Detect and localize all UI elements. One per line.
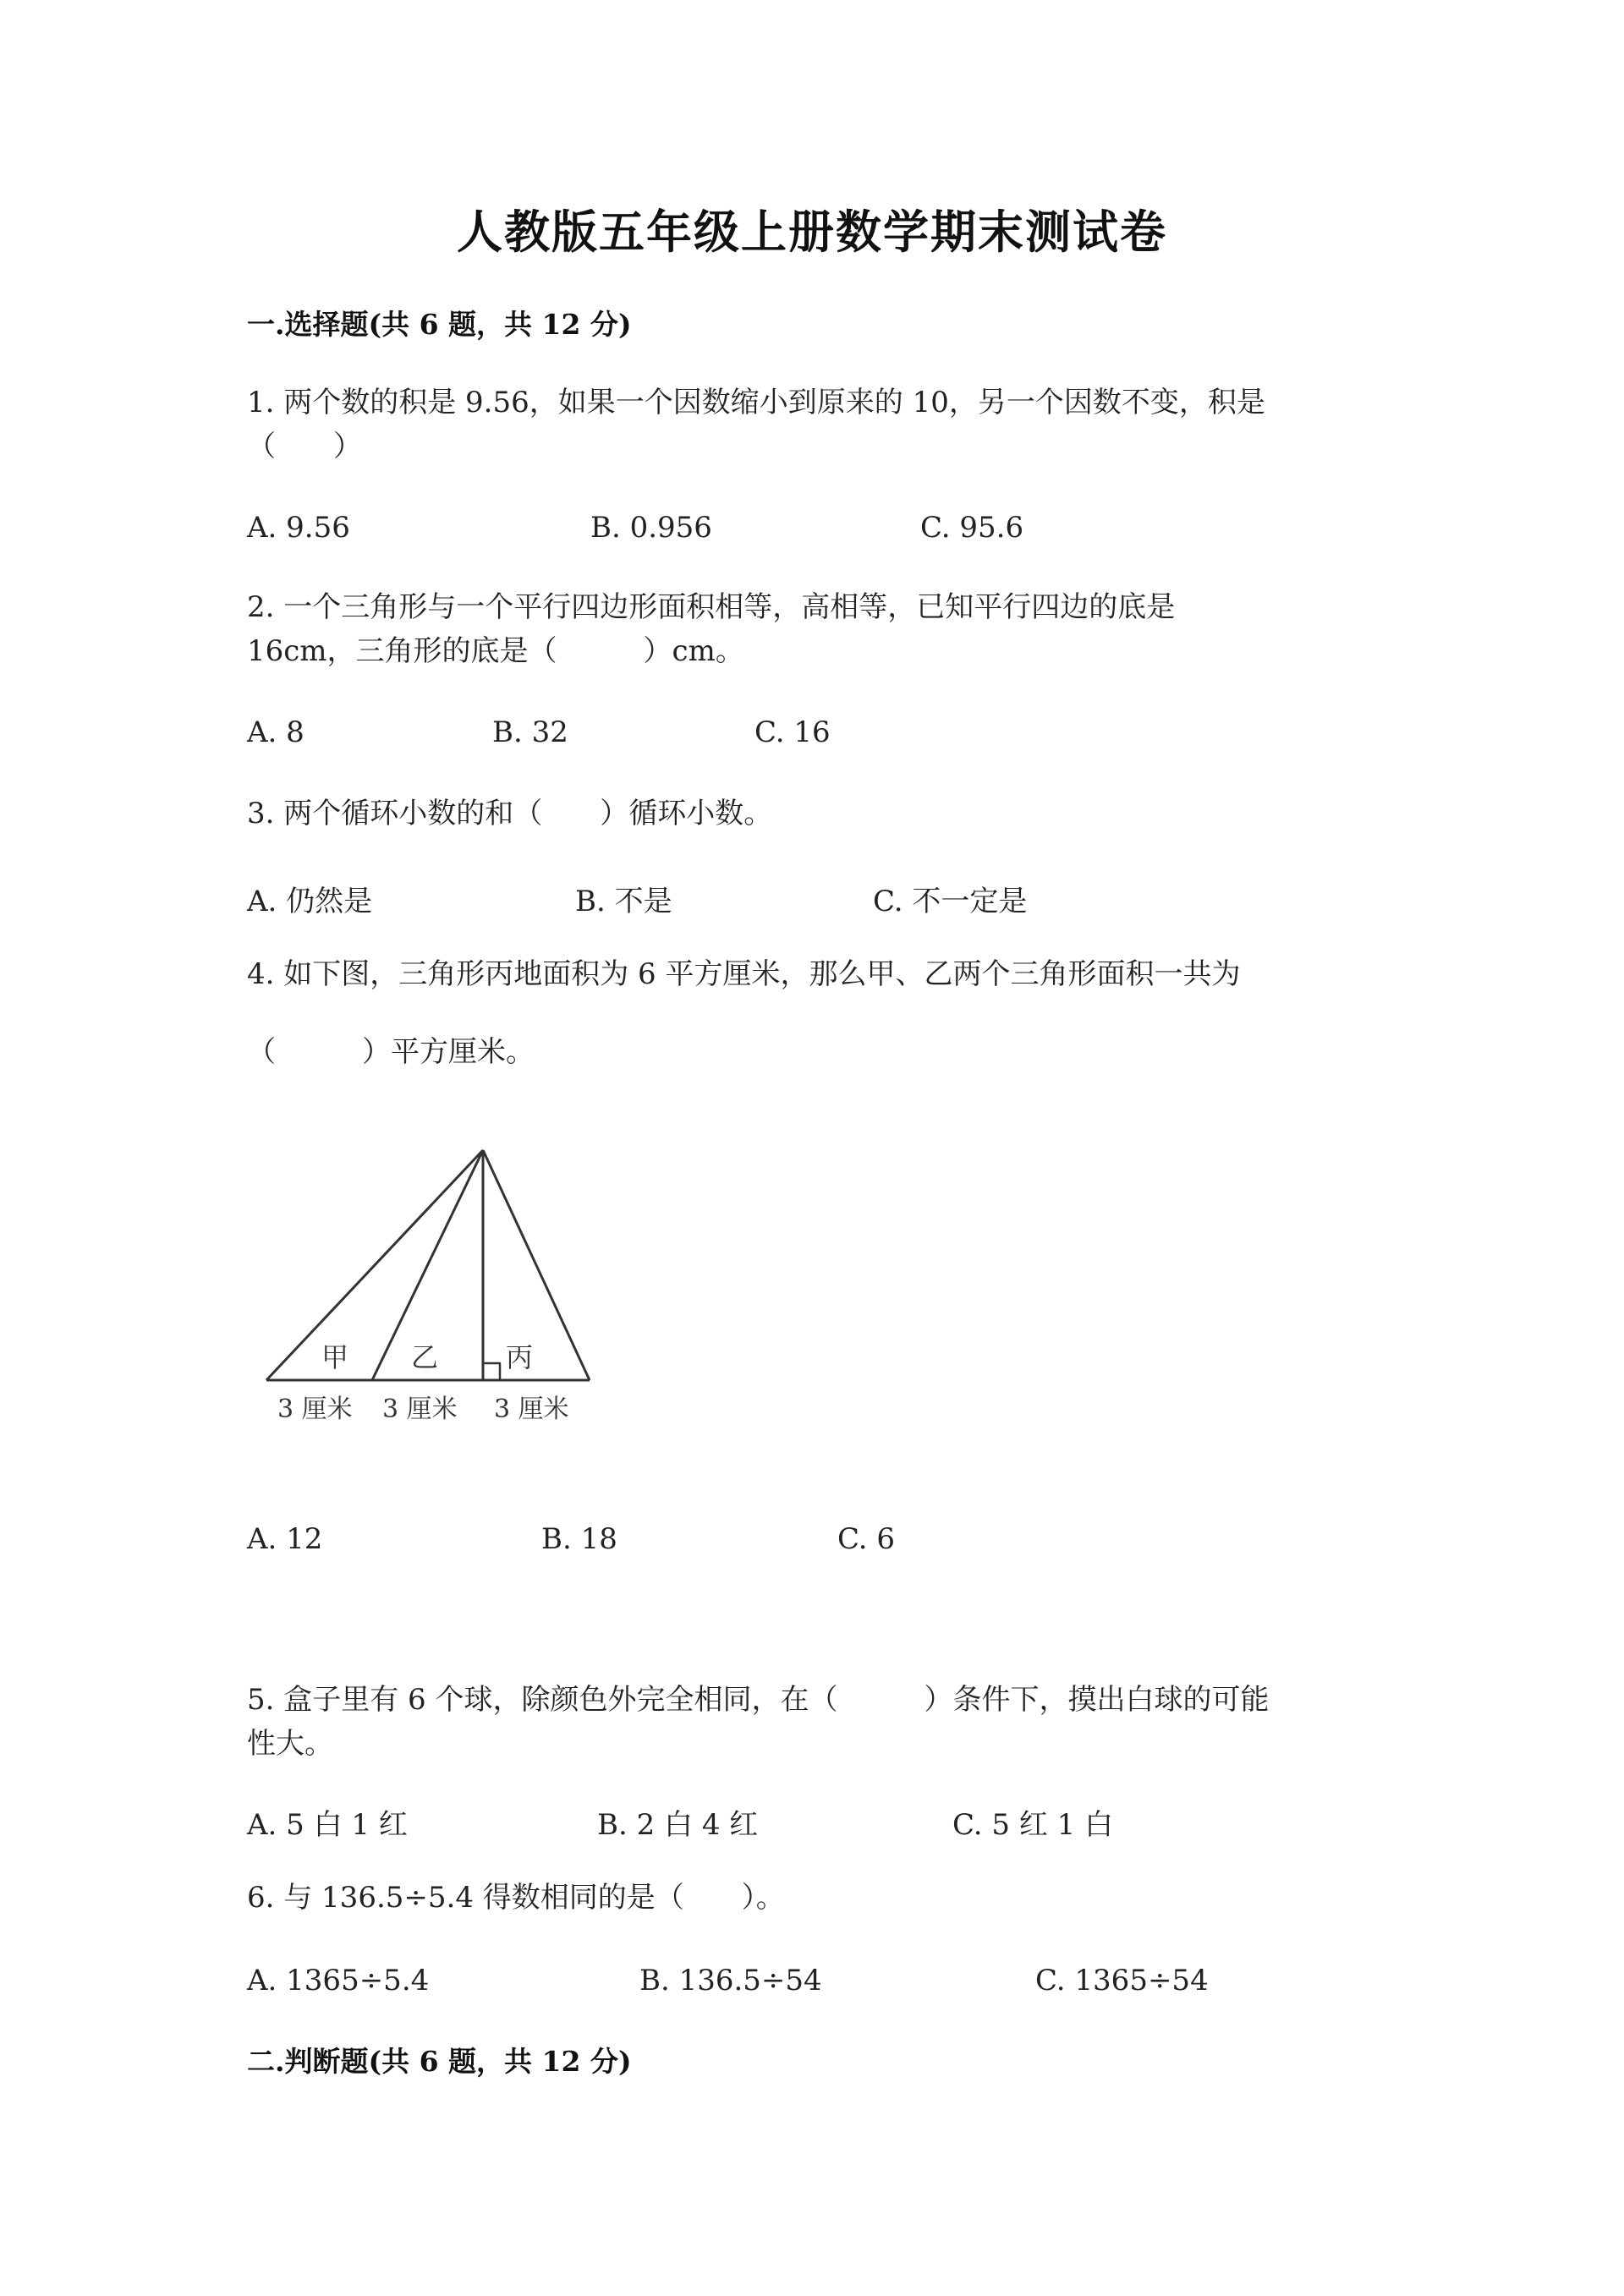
base-label-1: 3 厘米 — [277, 1395, 353, 1424]
question-5-text-cont: 性大。 — [247, 1727, 333, 1761]
region-label-jia: 甲 — [321, 1341, 349, 1373]
section-heading-2: 二.判断题(共 6 题，共 12 分) — [247, 2045, 632, 2078]
question-6-option-a: A. 1365÷5.4 — [247, 1964, 430, 1997]
question-4-option-c: C. 6 — [837, 1522, 896, 1556]
region-label-yi: 乙 — [411, 1341, 439, 1373]
base-label-3: 3 厘米 — [494, 1395, 569, 1424]
question-4-option-a: A. 12 — [247, 1522, 323, 1556]
page-title: 人教版五年级上册数学期末测试卷 — [457, 205, 1167, 259]
base-label-2: 3 厘米 — [382, 1395, 458, 1424]
question-2-option-b: B. 32 — [492, 715, 568, 749]
question-6-text: 6. 与 136.5÷5.4 得数相同的是（ ）。 — [247, 1881, 785, 1915]
question-6-option-c: C. 1365÷54 — [1035, 1964, 1209, 1997]
question-2-option-a: A. 8 — [247, 715, 304, 749]
question-1-option-b: B. 0.956 — [590, 511, 712, 545]
question-3-text: 3. 两个循环小数的和（ ）循环小数。 — [247, 797, 773, 830]
right-angle-marker — [483, 1363, 500, 1380]
question-4-text-cont: （ ）平方厘米。 — [247, 1035, 535, 1069]
question-5-option-a: A. 5 白 1 红 — [247, 1808, 408, 1842]
question-5-option-c: C. 5 红 1 白 — [952, 1808, 1114, 1842]
section-heading: 一.选择题(共 6 题，共 12 分) — [247, 308, 632, 341]
question-1-option-a: A. 9.56 — [247, 511, 350, 545]
question-5-text: 5. 盒子里有 6 个球，除颜色外完全相同，在（ ）条件下，摸出白球的可能 — [247, 1683, 1270, 1717]
question-6-option-b: B. 136.5÷54 — [639, 1964, 822, 1997]
figure-edge-left — [266, 1150, 483, 1380]
question-2-option-c: C. 16 — [754, 715, 831, 749]
question-1-text: 1. 两个数的积是 9.56，如果一个因数缩小到原来的 10，另一个因数不变，积是 — [247, 386, 1265, 419]
question-3-option-b: B. 不是 — [575, 885, 672, 918]
region-label-bing: 丙 — [506, 1341, 534, 1373]
question-2-text-cont: 16cm，三角形的底是（ ）cm。 — [247, 634, 744, 668]
question-3-option-a: A. 仍然是 — [247, 885, 373, 918]
figure-edge-right — [483, 1150, 590, 1380]
question-4-option-b: B. 18 — [541, 1522, 617, 1556]
question-1-text-cont: （ ） — [247, 430, 362, 463]
question-2-text: 2. 一个三角形与一个平行四边形面积相等，高相等，已知平行四边的底是 — [247, 590, 1176, 624]
question-3-option-c: C. 不一定是 — [873, 885, 1028, 918]
triangle-figure — [254, 1133, 609, 1438]
question-1-option-c: C. 95.6 — [920, 511, 1024, 545]
question-4-text: 4. 如下图，三角形丙地面积为 6 平方厘米，那么甲、乙两个三角形面积一共为 — [247, 957, 1241, 991]
question-5-option-b: B. 2 白 4 红 — [597, 1808, 759, 1842]
